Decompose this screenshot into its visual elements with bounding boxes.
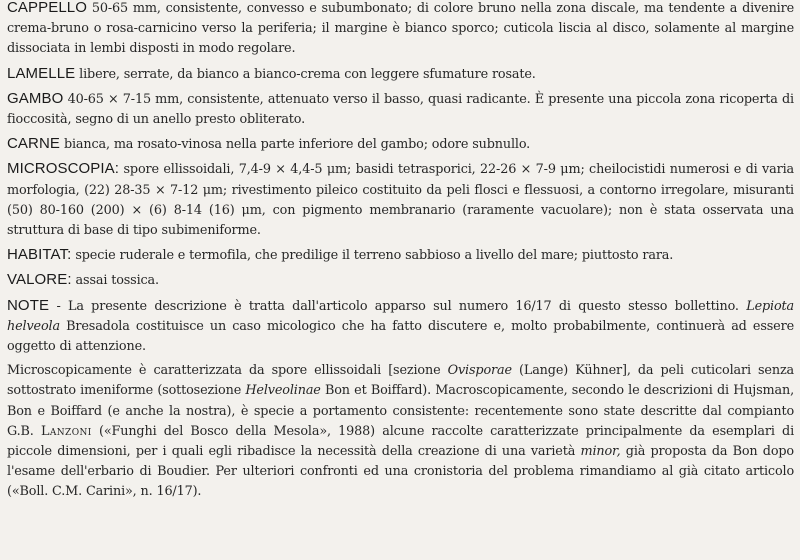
section-text: - La presente descrizione è tratta dall'articolo apparso sul numero 16/17 di questo stesso bollettino. <box>56 298 739 314</box>
section-heading: LAMELLE <box>7 64 76 82</box>
variety-name: minor, <box>580 444 621 460</box>
section-microscopia <box>7 159 794 241</box>
section-valore <box>7 270 794 291</box>
taxon-name: Helveolinae <box>245 383 321 399</box>
taxon-name: Ovisporae <box>447 363 512 379</box>
paragraph-text: (Lange) Kühner], da peli cuticolari senza sottostrato imeniforme (sottosezione <box>7 363 795 399</box>
author-name: Lanzoni <box>40 423 92 439</box>
section-heading: GAMBO <box>7 89 64 107</box>
section-text: Bresadola costituisce un caso micologico che ha fatto discutere e, molto probabilmente, continuerà ad essere oggetto di attenzione. <box>7 318 794 355</box>
section-text: 40-65 × 7-15 mm, consistente, attenuato verso il basso, quasi radicante. È presente una piccola zona ricoperta di fioccosità, segno di un anello presto obliterato. <box>7 91 794 128</box>
section-gambo <box>7 89 794 130</box>
section-heading: NOTE <box>7 296 50 314</box>
paragraph-text: già proposta da Bon dopo l'esame dell'erbario di Boudier. Per ulteriori confronti ed una cronistoria del problema rimandiamo al già citato articolo («Boll. C.M. Carini», n. 16/17). <box>7 444 794 500</box>
section-heading: HABITAT: <box>7 246 72 264</box>
section-heading: CAPPELLO <box>7 0 88 16</box>
paragraph-text: («Funghi del Bosco della Mesola», 1988) alcune raccolte caratterizzate principalmente da esemplari di piccole dimensioni, per i quali egli ribadisce la necessità della creazione di una varietà <box>7 423 795 460</box>
section-habitat <box>7 245 794 266</box>
section-text: libere, serrate, da bianco a bianco-crema con leggere sfumature rosate. <box>79 66 536 82</box>
section-text: bianca, ma rosato-vinosa nella parte inferiore del gambo; odore subnullo. <box>63 137 531 153</box>
section-heading: CARNE <box>7 135 61 153</box>
section-heading: MICROSCOPIA: <box>7 160 120 178</box>
species-name: Lepiota helveola <box>7 298 795 334</box>
section-carne <box>7 134 794 155</box>
section-text: 50-65 mm, consistente, convesso e subumbonato; di colore bruno nella zona discale, ma tendente a divenire crema-bruno o rosa-carnicino verso la periferia; il margine è bianco sporco; cuticola liscia al disco, solamente al margine dissociata in lembi disposti in modo regolare. <box>7 1 794 57</box>
section-lamelle <box>7 64 794 85</box>
section-text: specie ruderale e termofila, che predilige il terreno sabbioso a livello del mare; piuttosto rara. <box>75 248 674 264</box>
paragraph-text: Microscopicamente è caratterizzata da spore ellissoidali [sezione <box>7 363 441 379</box>
section-heading: VALORE: <box>7 271 72 289</box>
section-note <box>7 296 794 358</box>
section-text: assai tossica. <box>75 273 159 289</box>
body-paragraph <box>7 361 794 502</box>
paragraph-text: Bon et Boiffard). Macroscopicamente, secondo le descrizioni di Hujsman, Bon e Boiffard (e anche la nostra), è specie a portamento consistente: recentemente sono state descritte dal compianto G.B. <box>7 383 795 439</box>
section-cappello <box>7 0 794 60</box>
section-text: spore ellissoidali, 7,4-9 × 4,4-5 μm; basidi tetrasporici, 22-26 × 7-9 μm; cheilocistidi numerosi e di varia morfologia, (22) 28-35 × 7-12 μm; rivestimento pileico costituito da peli flosci e flessuosi, a contorno irregolare, misuranti (50) 80-160 (200) × (6) 8-14 (16) μm, con pigmento membranario (raramente vacuolare); non è stata osservata una struttura di base di tipo subimeniforme. <box>7 162 794 239</box>
